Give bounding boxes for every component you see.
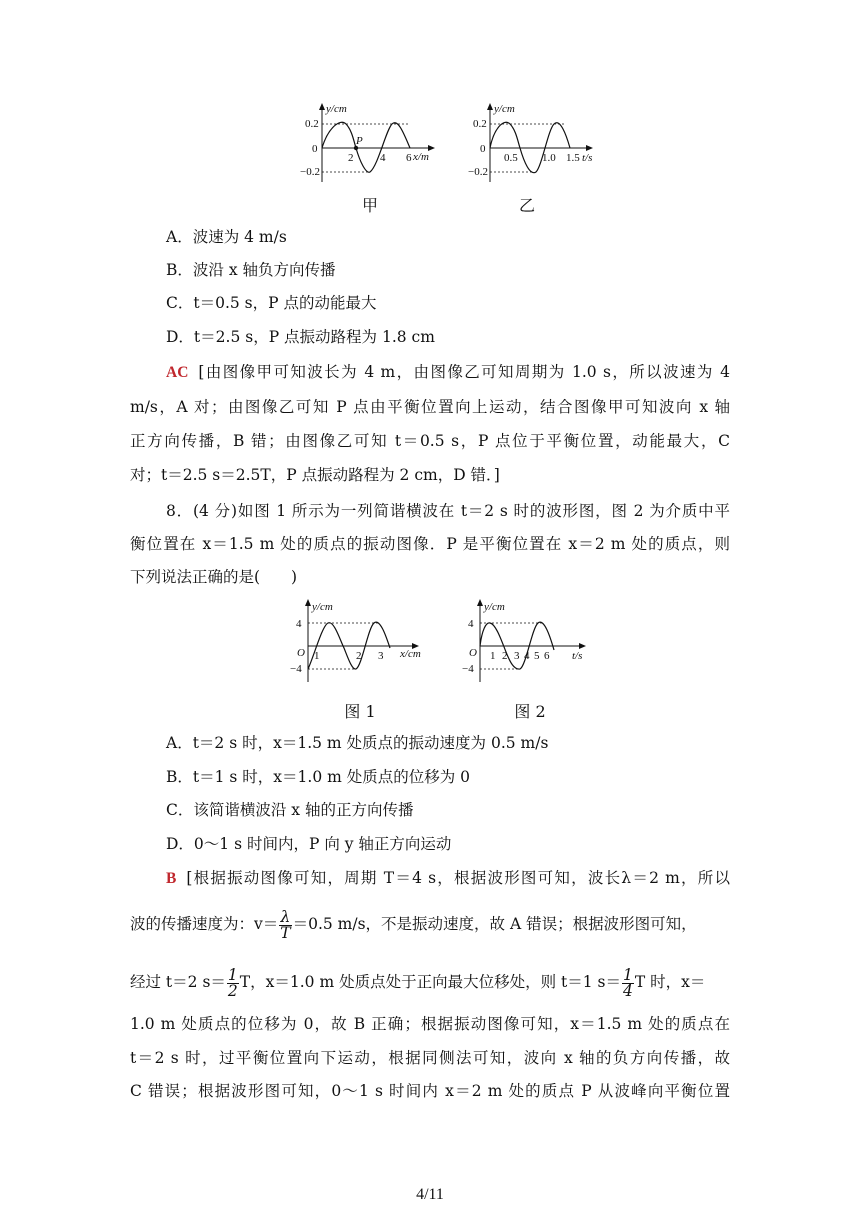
q7-option-a: A．波速为 4 m/s xyxy=(166,228,287,246)
jia-ytick-bottom: −0.2 xyxy=(300,166,320,178)
q7-option-b: B．波沿 x 轴负方向传播 xyxy=(166,261,336,279)
fig2-ytick-top: 4 xyxy=(468,618,474,630)
jia-xlabel: x/m xyxy=(413,151,429,163)
q7-explanation-line3: 正方向传播，B 错；由图像乙可知 t＝0.5 s，P 点位于平衡位置，动能最大，C xyxy=(130,432,730,450)
fraction-one-quarter: $\frac{1}{4}$ xyxy=(622,965,633,1000)
q8-explanation-line2: 波的传播速度为：v＝ $\frac{\lambda}{T}$ ＝0.5 m/s，不是振动速度，故 A 错误；根据波形图可知， xyxy=(130,907,697,942)
yi-xtick-10: 1.0 xyxy=(542,152,556,164)
q7-answer: AC xyxy=(166,364,189,381)
vibration-graph-fig2 xyxy=(456,596,606,688)
fig2-xtick-1: 1 xyxy=(490,650,496,662)
fig1-xtick-3: 3 xyxy=(378,650,384,662)
fraction-lambda-over-t: $\frac{\lambda}{T}$ xyxy=(280,907,291,942)
jia-ytick-zero: 0 xyxy=(312,143,318,155)
fig1-ytick-bottom: −4 xyxy=(290,663,302,675)
yi-xlabel: t/s xyxy=(582,152,593,164)
fig1-xlabel: x/cm xyxy=(400,648,421,660)
q8-explanation-line6: C 错误；根据波形图可知，0～1 s 时间内 x＝2 m 处的质点 P 从波峰向平衡位置 xyxy=(130,1082,730,1100)
fraction-one-half: $\frac{1}{2}$ xyxy=(227,965,238,1000)
q8-option-a: A．t＝2 s 时，x＝1.5 m 处质点的振动速度为 0.5 m/s xyxy=(166,734,549,752)
wave-graph-jia xyxy=(290,100,460,185)
fig2-xtick-6: 6 xyxy=(544,650,550,662)
caption-fig1: 图 1 xyxy=(344,702,376,721)
caption-yi: 乙 xyxy=(518,196,535,215)
fig2-xtick-3: 3 xyxy=(514,650,520,662)
fig2-ylabel: y/cm xyxy=(484,601,505,613)
jia-xtick-6: 6 xyxy=(406,152,412,164)
q8-explanation-line4: 1.0 m 处质点的位移为 0，故 B 正确；根据振动图像可知，x＝1.5 m 处的质点在 xyxy=(130,1015,730,1033)
yi-xtick-05: 0.5 xyxy=(504,152,518,164)
jia-xtick-4: 4 xyxy=(380,152,386,164)
yi-xtick-15: 1.5 xyxy=(566,152,580,164)
q7-option-c: C．t＝0.5 s，P 点的动能最大 xyxy=(166,294,377,312)
q7-explanation-line1: AC [由图像甲可知波长为 4 m，由图像乙可知周期为 1.0 s，所以波速为 4 xyxy=(166,363,730,381)
fig2-xtick-4: 4 xyxy=(524,650,530,662)
fig1-ylabel: y/cm xyxy=(312,601,333,613)
jia-ytick-top: 0.2 xyxy=(305,118,319,130)
fig2-ytick-bottom: −4 xyxy=(462,663,474,675)
q8-explanation-line3: 经过 t＝2 s＝ $\frac{1}{2}$ T，x＝1.0 m 处质点处于正向最大位移处，则 t＝1 s＝ $\frac{1}{4}$ T 时，x＝ xyxy=(130,965,706,1000)
q8-stem-line1: 8．(4 分)如图 1 所示为一列简谐横波在 t＝2 s 时的波形图，图 2 为介质中平 xyxy=(166,502,730,520)
q7-option-d: D．t＝2.5 s，P 点振动路程为 1.8 cm xyxy=(166,328,435,346)
yi-ytick-bottom: −0.2 xyxy=(468,166,488,178)
q8-stem-line2: 衡位置在 x＝1.5 m 处的质点的振动图像．P 是平衡位置在 x＝2 m 处的质点，则 xyxy=(130,535,730,553)
q8-option-c: C．该简谐横波沿 x 轴的正方向传播 xyxy=(166,801,414,819)
fig2-origin: O xyxy=(469,647,477,659)
fig1-xtick-2: 2 xyxy=(356,650,362,662)
fig1-origin: O xyxy=(297,647,305,659)
q7-explanation-line2: m/s，A 对；由图像乙可知 P 点由平衡位置向上运动，结合图像甲可知波向 x 轴 xyxy=(130,398,730,416)
yi-ytick-zero: 0 xyxy=(480,143,486,155)
caption-jia: 甲 xyxy=(361,196,378,215)
yi-ylabel: y/cm xyxy=(494,103,515,115)
jia-point-label: P xyxy=(356,135,363,147)
jia-xtick-2: 2 xyxy=(348,152,354,164)
fig2-xtick-2: 2 xyxy=(502,650,508,662)
q8-stem-line3: 下列说法正确的是( ) xyxy=(130,568,298,586)
q7-explanation-line4: 对；t＝2.5 s＝2.5T，P 点振动路程为 2 cm，D 错．] xyxy=(130,466,500,484)
jia-ylabel: y/cm xyxy=(326,103,347,115)
q8-answer: B xyxy=(166,870,177,887)
fig1-ytick-top: 4 xyxy=(296,618,302,630)
page-number: 4/11 xyxy=(416,1186,444,1203)
fig1-xtick-1: 1 xyxy=(314,650,320,662)
q8-option-d: D．0～1 s 时间内，P 向 y 轴正方向运动 xyxy=(166,835,452,853)
yi-ytick-top: 0.2 xyxy=(473,118,487,130)
q8-option-b: B．t＝1 s 时，x＝1.0 m 处质点的位移为 0 xyxy=(166,768,471,786)
caption-fig2: 图 2 xyxy=(514,702,546,721)
fig2-xlabel: t/s xyxy=(572,650,583,662)
wave-graph-fig1 xyxy=(284,596,434,688)
fig2-xtick-5: 5 xyxy=(534,650,540,662)
q8-explanation-line1: B [根据振动图像可知，周期 T＝4 s，根据波形图可知，波长λ＝2 m，所以 xyxy=(166,869,730,887)
vibration-graph-yi xyxy=(458,100,628,185)
q8-explanation-line5: t＝2 s 时，过平衡位置向下运动，根据同侧法可知，波向 x 轴的负方向传播，故 xyxy=(130,1049,730,1067)
